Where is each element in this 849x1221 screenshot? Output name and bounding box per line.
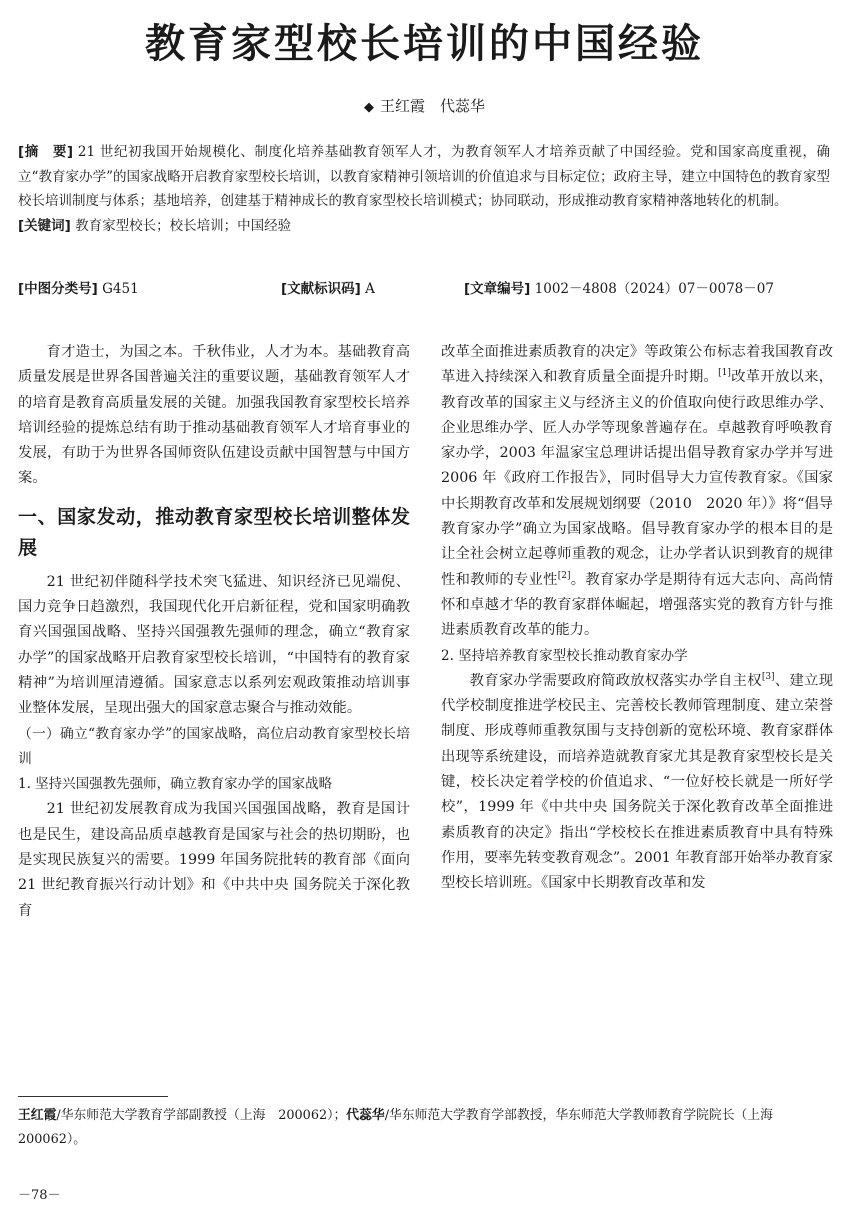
subsubsection-heading: 2. 坚持培养教育家型校长推动教育家办学 <box>441 647 688 664</box>
authors: 王红霞 代蕊华 <box>379 97 485 115</box>
paragraph-text: 、建立现代学校制度推进学校民主、完善校长教师管理制度、建立荣誉制度、形成尊师重教氛围与支持创新的宽松环境、教育家群体出现等系统建设，而培养造就教育家尤其是教育家型校长是关键，校长决定着学校的价值追求、“一位好校长就是一所好学校”，1999 年《中共中央 国务院关于深化教育改革全面推进素质教育的决定》指出“学校校长在推进素质教育中具有特殊作用，要率先转变教育观念”。2001 年教育部开始举办教育家型校长培训班。《国家中长期教育改革和发 <box>441 672 834 892</box>
paragraph-text: 教育家办学需要政府简政放权落实办学自主权 <box>469 672 762 689</box>
paragraph <box>441 669 833 897</box>
diamond-icon: ◆ <box>363 100 374 115</box>
author-footnote <box>18 1104 830 1152</box>
keywords-label: [关键词] <box>18 217 71 234</box>
keywords-text: 教育家型校长；校长培训；中国经验 <box>75 217 292 234</box>
article-title: 教育家型校长培训的中国经验 <box>145 20 704 67</box>
doc-code-value: A <box>365 281 375 297</box>
subsection-heading: （一）确立“教育家办学”的国家战略，高位启动教育家型校长培训 <box>18 725 410 767</box>
paragraph: 21 世纪初伴随科学技术突飞猛进、知识经济已见端倪、国力竞争日趋激烈，我国现代化开启新征程，党和国家明确教育兴国强国战略、坚持兴国强教先强师的理念，确立“教育家办学”的国家战略开启教育家型校长培训，“中国特有的教育家精神”为培训厘清遵循。国家意志以系列宏观政策推动培训事业整体发展，呈现出强大的国家意志聚合与推动效能。 <box>18 573 410 717</box>
article-no-field <box>464 277 774 301</box>
doc-code-field <box>281 277 375 301</box>
author-line <box>0 96 849 118</box>
abstract-block <box>18 140 830 238</box>
section-heading-1: 一、国家发动，推动教育家型校长培训整体发展 <box>18 505 410 559</box>
right-column <box>441 340 833 897</box>
clc-label: [中图分类号] <box>18 281 98 297</box>
keywords <box>18 214 830 239</box>
article-no-label: [文章编号] <box>464 281 531 297</box>
footnote-author-2: 代蕊华 <box>346 1108 385 1123</box>
footnote-author-1: 王红霞 <box>18 1108 57 1123</box>
citation-1[interactable]: [1] <box>718 368 731 379</box>
article-no-value: 1002－4808（2024）07－0078－07 <box>534 281 774 297</box>
abstract-label: [摘 要] <box>18 144 74 160</box>
paragraph: 21 世纪初发展教育成为我国兴国强国战略，教育是国计也是民生，建设高品质卓越教育是国家与社会的热切期盼，也是实现民族复兴的需要。1999 年国务院批转的教育部《面向 21 世纪教育振兴行动计划》和《中共中央 国务院关于深化教育 <box>18 801 410 919</box>
abstract <box>18 140 830 214</box>
paragraph-text: 。教育家办学是期待有远大志向、高尚情怀和卓越才华的教育家群体崛起，增强落实党的教育方针与推进素质教育改革的能力。 <box>441 571 834 639</box>
footnote-affiliation-2: /华东师范大学教育学部教授，华东师范大学教师教育学院院长（上海 200062）。 <box>18 1108 786 1147</box>
citation-3[interactable]: [3] <box>761 672 775 683</box>
clc-value: G451 <box>102 281 139 297</box>
subsubsection-heading: 1. 坚持兴国强教先强师，确立教育家办学的国家战略 <box>18 776 333 793</box>
abstract-text: 21 世纪初我国开始规模化、制度化培养基础教育领军人才，为教育领军人才培养贡献了中国经验。党和国家高度重视，确立“教育家办学”的国家战略开启教育家型校长培训，以教育家精神引领培训的价值追求与目标定位；政府主导，建立中国特色的教育家型校长培训制度与体系；基地培养，创建基于精神成长的教育家型校长培训模式；协同联动，形成推动教育家精神落地转化的机制。 <box>18 144 830 209</box>
clc-field <box>18 277 139 301</box>
left-column <box>18 340 410 924</box>
paragraph <box>441 340 833 644</box>
doc-code-label: [文献标识码] <box>281 281 361 297</box>
article-meta <box>18 277 830 301</box>
citation-2[interactable]: [2] <box>557 570 571 581</box>
paragraph: 育才造士，为国之本。千秋伟业，人才为本。基础教育高质量发展是世界各国普遍关注的重要议题，基础教育领军人才的培育是教育高质量发展的关键。加强我国教育家型校长培养培训经验的提炼总结有助于推动基础教育领军人才培育事业的发展，有助于为世界各国师资队伍建设贡献中国智慧与中国方案。 <box>18 344 410 487</box>
page-number: －78－ <box>18 1188 61 1203</box>
footnote-affiliation-1: /华东师范大学教育学部副教授（上海 200062）； <box>56 1108 347 1123</box>
paragraph-text: 改革全面推进素质教育的决定》等政策公布标志着我国教育改革进入持续深入和教育质量全面提升时期。 <box>441 344 833 386</box>
footnote-divider <box>18 1096 168 1097</box>
paragraph-text: 改革开放以来，教育改革的国家主义与经济主义的价值取向使行政思维办学、企业思维办学、匠人办学等现象普遍存在。卓越教育呼唤教育家办学，2003 年温家宝总理讲话提出倡导教育家办学并写进 2006 年《政府工作报告》，同时倡导大力宣传教育家。《国家中长期教育改革和发展规划纲要（2010 2020 年）》将“倡导教育家办学”确立为国家战略。倡导教育家办学的根本目的是让全社会树立起尊师重教的观念，让办学者认识到教育的规律性和教师的专业性 <box>441 369 834 588</box>
